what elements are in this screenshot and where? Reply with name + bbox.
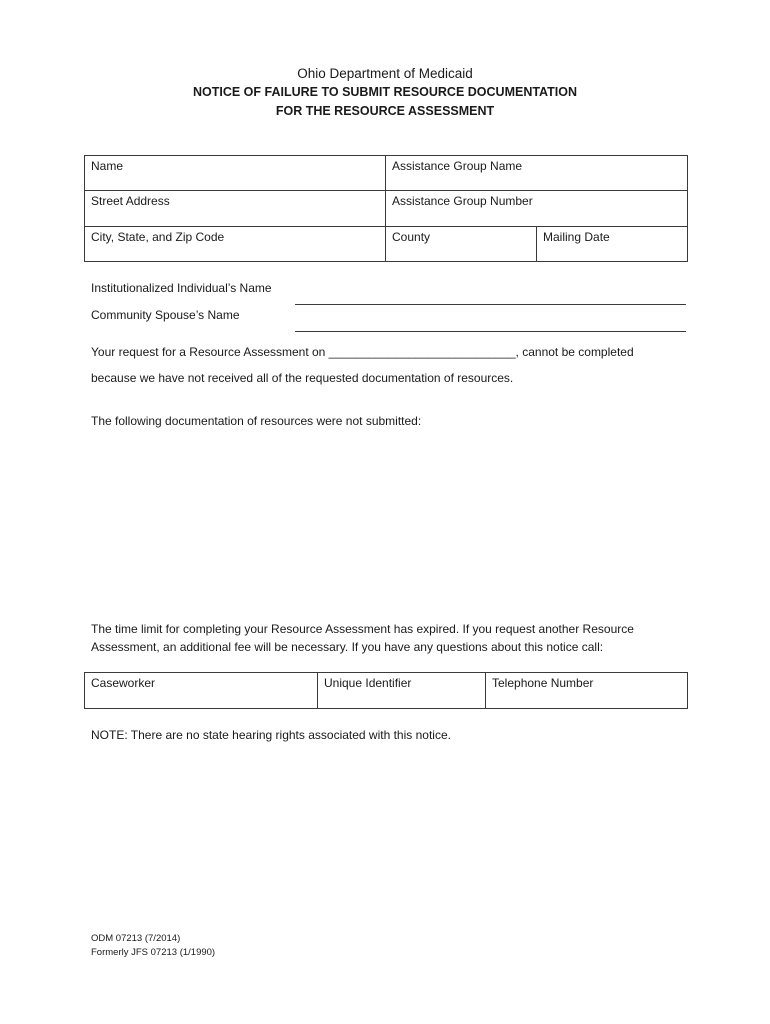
form-title-line-1: NOTICE OF FAILURE TO SUBMIT RESOURCE DOCUMENTATION (192, 85, 578, 99)
contact-table (84, 672, 688, 709)
mailing-date-field[interactable] (537, 227, 688, 262)
street-address-label: Street Address (91, 194, 170, 208)
caseworker-label: Caseworker (91, 676, 156, 690)
time-limit-line-2: Assessment, an additional fee will be necessary. If you have any questions about this notice call: (91, 640, 604, 654)
caseworker-field[interactable] (85, 673, 318, 709)
applicant-info-table (84, 155, 688, 262)
assistance-group-number-label: Assistance Group Number (392, 194, 533, 208)
telephone-number-field[interactable] (486, 673, 688, 709)
former-form-number: Formerly JFS 07213 (1/1990) (91, 947, 216, 958)
assistance-group-number-field[interactable] (386, 191, 688, 227)
city-state-zip-label: City, State, and Zip Code (91, 230, 225, 244)
name-label: Name (91, 159, 124, 173)
county-label: County (392, 230, 431, 244)
mailing-date-label: Mailing Date (543, 230, 610, 244)
form-title-line-2: FOR THE RESOURCE ASSESSMENT (275, 104, 495, 118)
community-spouse-label: Community Spouse’s Name (91, 308, 240, 322)
city-state-zip-field[interactable] (85, 227, 386, 262)
community-spouse-input-line[interactable] (295, 331, 686, 332)
time-limit-line-1: The time limit for completing your Resource Assessment has expired. If you request another Resource (91, 622, 634, 636)
agency-name: Ohio Department of Medicaid (297, 66, 473, 81)
state-hearing-note: NOTE: There are no state hearing rights associated with this notice. (91, 728, 451, 742)
institutionalized-individual-input-line[interactable] (295, 304, 686, 305)
request-paragraph-line-2: because we have not received all of the requested documentation of resources. (91, 371, 514, 385)
county-field[interactable] (386, 227, 537, 262)
request-paragraph-line-1: Your request for a Resource Assessment on ____________________________, cannot be completed (91, 345, 634, 359)
unique-identifier-label: Unique Identifier (324, 676, 412, 690)
form-number: ODM 07213 (7/2014) (91, 933, 181, 944)
street-address-field[interactable] (85, 191, 386, 227)
institutionalized-individual-label: Institutionalized Individual’s Name (91, 281, 272, 295)
documentation-heading: The following documentation of resources were not submitted: (91, 414, 422, 428)
name-field[interactable] (85, 156, 386, 191)
unique-identifier-field[interactable] (318, 673, 486, 709)
assistance-group-name-label: Assistance Group Name (392, 159, 523, 173)
telephone-number-label: Telephone Number (492, 676, 594, 690)
assistance-group-name-field[interactable] (386, 156, 688, 191)
document-header (0, 64, 770, 121)
form-footer (91, 932, 215, 960)
